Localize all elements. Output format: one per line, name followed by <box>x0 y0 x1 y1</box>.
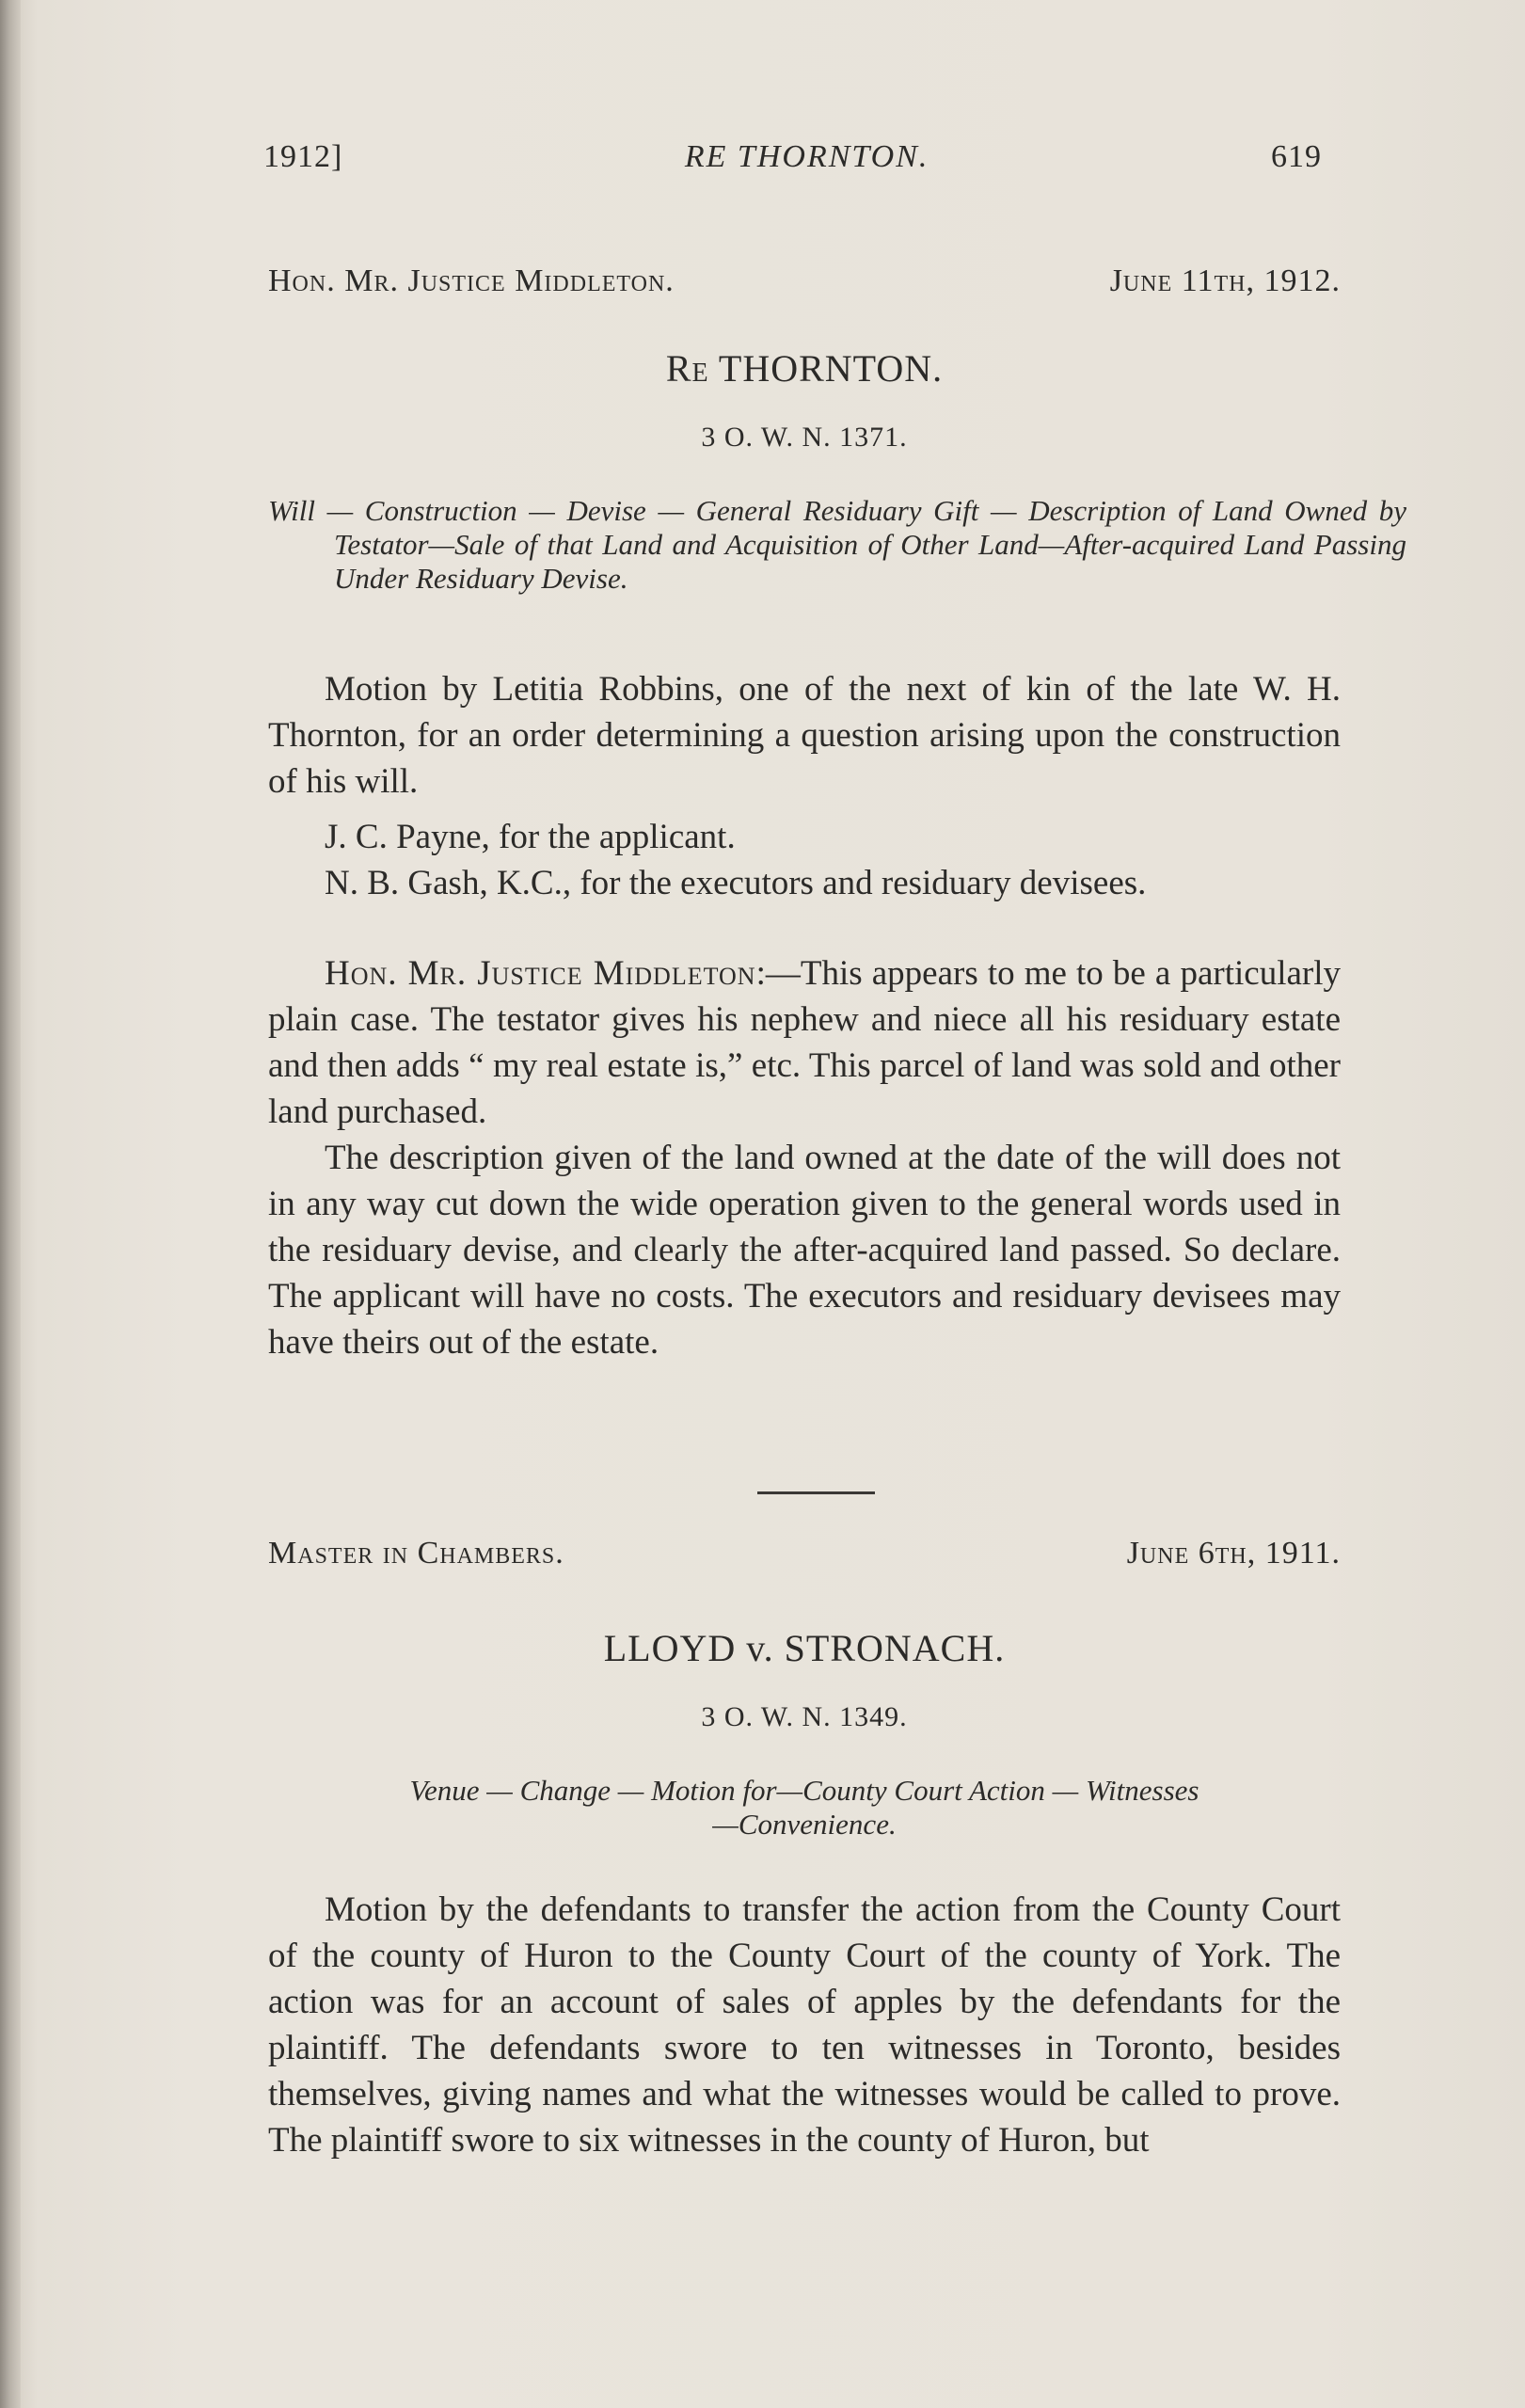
running-head-title: RE THORNTON. <box>684 139 929 174</box>
case1-title: Re THORNTON. <box>665 347 944 390</box>
case2-motion: Motion by the defendants to transfer the action from the County Court of the county of Huron to the County Court of the county of York. The action was for an account of sales of apples by the defendants for the plaintiff. The defendants swore to ten witnesses in Toronto, besides themselves, giving names and what the witnesses would be called to prove. The plaintiff swore to six witnesses in the county of Huron, but <box>268 1890 1341 2160</box>
judgment-paragraph-1: Hon. Mr. Justice Middleton:—This appears to me to be a particularly plain case. The testator gives his nephew and niece all his residuary estate and then adds “ my real estate is,” etc. This parcel of land was sold and other land purchased. <box>268 954 1341 1131</box>
page-number: 619 <box>1270 139 1322 174</box>
page-binding-shadow <box>0 0 21 2408</box>
case1-judge: Hon. Mr. Justice Middleton. <box>268 263 675 298</box>
case2-date: June 6th, 1911. <box>1126 1536 1341 1571</box>
running-head-year: 1912] <box>263 139 343 174</box>
case2-headnote: Venue — Change — Motion for—County Court Action — Witnesses —Convenience. <box>409 1774 1199 1841</box>
case1-date: June 11th, 1912. <box>1109 263 1341 298</box>
case2-court: Master in Chambers. <box>268 1536 564 1571</box>
case2-title: LLOYD v. STRONACH. <box>603 1627 1006 1669</box>
judgment-speaker: Hon. Mr. Justice Middleton <box>325 954 756 993</box>
case1-header <box>268 263 1341 299</box>
running-head <box>263 139 1322 175</box>
case1-counsel <box>268 814 1341 906</box>
counsel-applicant: J. C. Payne, for the applicant. <box>325 818 736 856</box>
case1-judgment <box>268 950 1341 1365</box>
case2-citation: 3 O. W. N. 1349. <box>701 1701 908 1732</box>
judgment-paragraph-2: The description given of the land owned at the date of the will does not in any way cut down the wide operation given to the general words used in the residuary devise, and clearly the after-acquired land passed. So declare. The applicant will have no costs. The executors and residuary devisees may have theirs out of the estate. <box>268 1139 1341 1362</box>
case1-headnote: Will — Construction — Devise — General Residuary Gift — Description of Land Owned by Testator—Sale of that Land and Acquisition of Other Land—After-acquired Land Passing Under Residuary Devise. <box>268 494 1406 595</box>
section-divider <box>757 1491 875 1494</box>
counsel-executors: N. B. Gash, K.C., for the executors and residuary devisees. <box>325 864 1147 902</box>
case2-header <box>268 1536 1341 1571</box>
case1-citation: 3 O. W. N. 1371. <box>701 422 908 453</box>
case1-motion: Motion by Letitia Robbins, one of the next of kin of the late W. H. Thornton, for an order determining a question arising upon the construction of his will. <box>268 670 1341 801</box>
